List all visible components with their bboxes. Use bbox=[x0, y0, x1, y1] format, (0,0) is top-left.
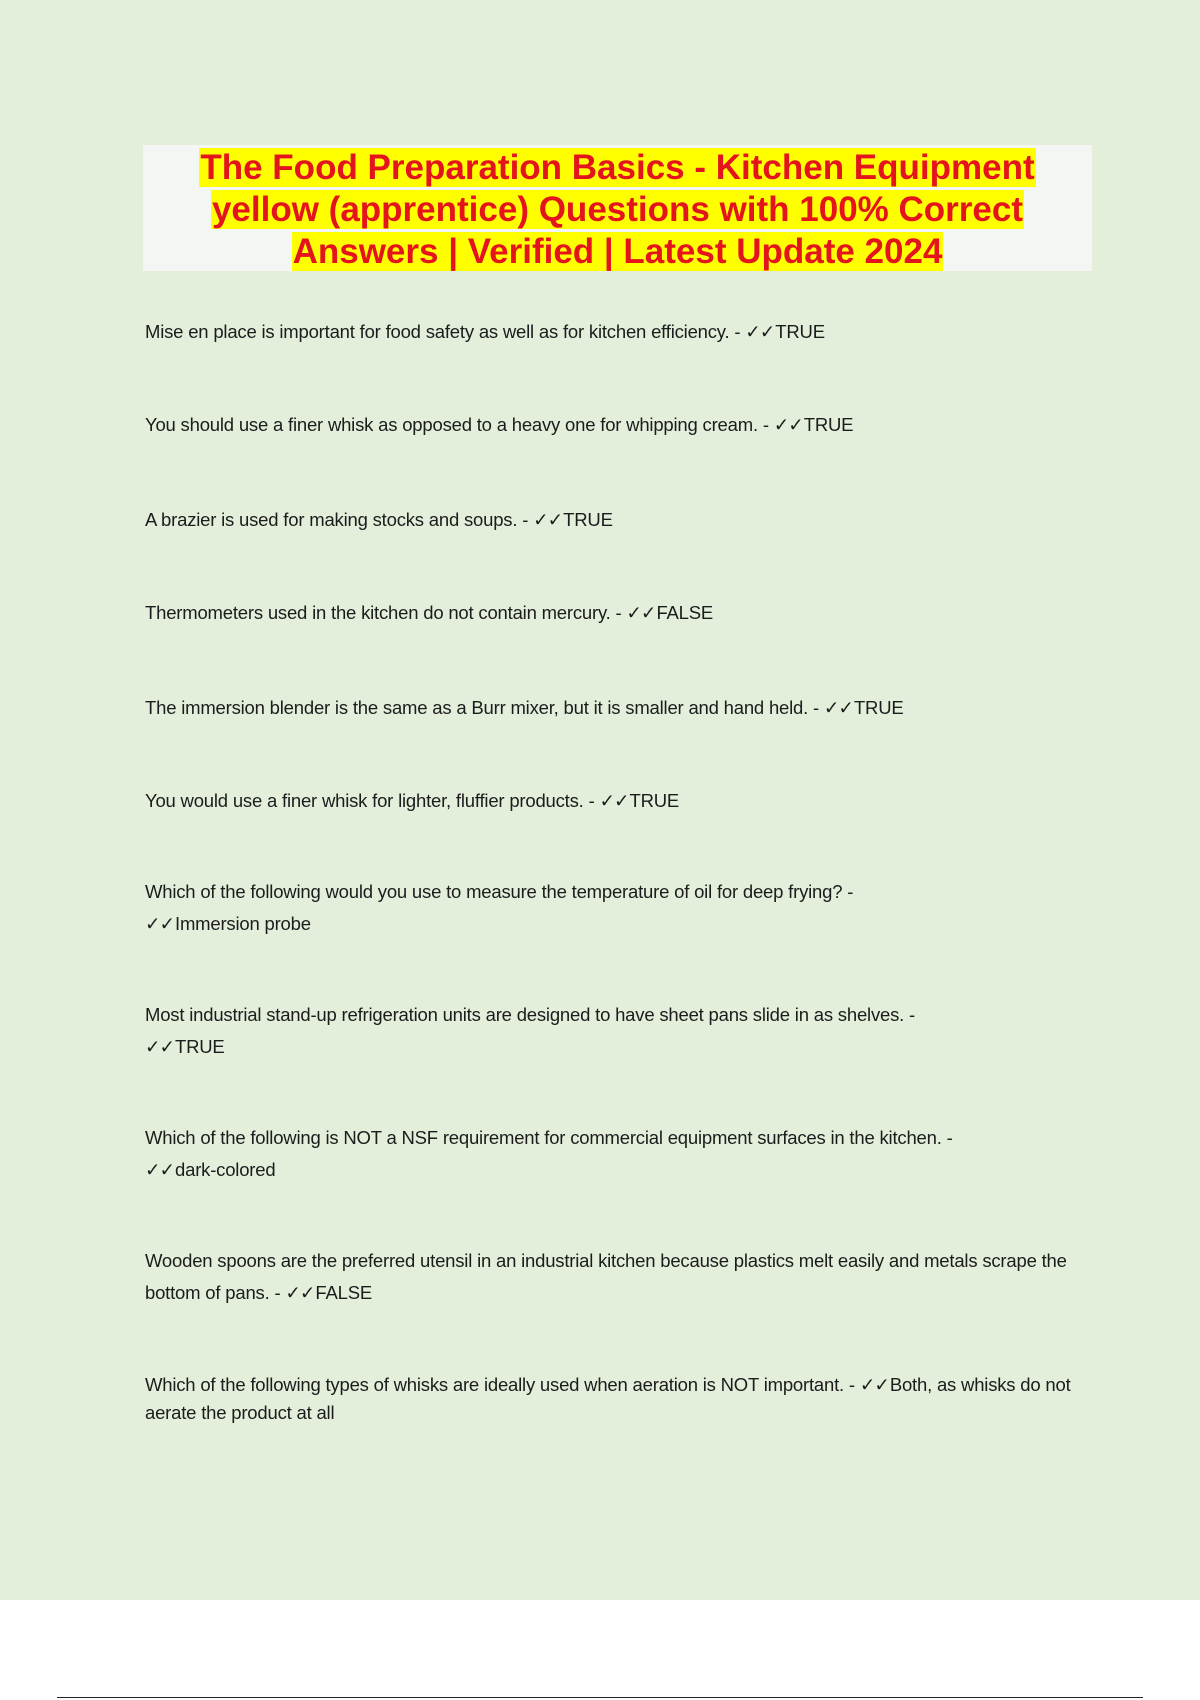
check-mark-icon: ✓✓ bbox=[285, 1282, 315, 1303]
question-text: Which of the following would you use to measure the temperature of oil for deep frying? bbox=[145, 881, 843, 902]
check-mark-icon: ✓✓ bbox=[626, 602, 656, 623]
question-text: Wooden spoons are the preferred utensil in an industrial kitchen because plastics melt easily and metals scrape the bottom of pans. bbox=[145, 1250, 1067, 1303]
check-mark-icon: ✓✓ bbox=[533, 509, 563, 530]
qa-item-1 bbox=[145, 316, 1095, 348]
question-text: You would use a finer whisk for lighter, fluffier products. bbox=[145, 790, 584, 811]
qa-item-6 bbox=[145, 785, 1095, 817]
question-text: Which of the following is NOT a NSF requirement for commercial equipment surfaces in the kitchen. bbox=[145, 1127, 942, 1148]
answer-text: TRUE bbox=[803, 414, 854, 435]
answer-text: TRUE bbox=[563, 509, 613, 530]
document-title: The Food Preparation Basics - Kitchen Equipment yellow (apprentice) Questions with 100% Correct Answers | Verified | Latest Update 2024 bbox=[200, 148, 1035, 271]
answer-text: TRUE bbox=[629, 790, 680, 811]
answer-text: TRUE bbox=[775, 321, 825, 342]
check-mark-icon: ✓✓ bbox=[745, 321, 775, 342]
qa-item-3 bbox=[145, 504, 1095, 536]
check-mark-icon: ✓✓ bbox=[823, 697, 853, 718]
question-text: Mise en place is important for food safety as well as for kitchen efficiency. bbox=[145, 321, 730, 342]
check-mark-icon: ✓✓ bbox=[859, 1374, 889, 1395]
document-title-box bbox=[143, 145, 1092, 271]
question-text: The immersion blender is the same as a Burr mixer, but it is smaller and hand held. bbox=[145, 697, 809, 718]
qa-item-10 bbox=[145, 1245, 1095, 1309]
check-mark-icon: ✓✓ bbox=[599, 790, 629, 811]
answer-text: TRUE bbox=[853, 697, 904, 718]
check-mark-icon: ✓✓ bbox=[145, 1036, 175, 1057]
qa-item-5 bbox=[145, 692, 1095, 724]
answer-text: TRUE bbox=[175, 1036, 225, 1057]
answer-text: FALSE bbox=[315, 1282, 372, 1303]
footer-divider bbox=[57, 1697, 1143, 1698]
question-text: Thermometers used in the kitchen do not contain mercury. bbox=[145, 602, 611, 623]
answer-text: dark-colored bbox=[175, 1159, 276, 1180]
question-text: You should use a finer whisk as opposed to a heavy one for whipping cream. bbox=[145, 414, 758, 435]
question-text: Most industrial stand-up refrigeration units are designed to have sheet pans slide in as shelves. bbox=[145, 1004, 905, 1025]
answer-text: Both, as whisks do not aerate the product at all bbox=[145, 1374, 1071, 1423]
qa-item-4 bbox=[145, 597, 1095, 629]
qa-item-2 bbox=[145, 409, 1095, 441]
check-mark-icon: ✓✓ bbox=[773, 414, 803, 435]
qa-item-7 bbox=[145, 876, 1095, 940]
qa-item-11 bbox=[145, 1371, 1095, 1427]
answer-text: Immersion probe bbox=[175, 913, 311, 934]
answer-text: FALSE bbox=[656, 602, 714, 623]
qa-item-8 bbox=[145, 999, 1095, 1063]
question-text: A brazier is used for making stocks and soups. bbox=[145, 509, 518, 530]
qa-item-9 bbox=[145, 1122, 1095, 1186]
question-text: Which of the following types of whisks are ideally used when aeration is NOT important. bbox=[145, 1374, 844, 1395]
check-mark-icon: ✓✓ bbox=[145, 1159, 175, 1180]
check-mark-icon: ✓✓ bbox=[145, 913, 175, 934]
